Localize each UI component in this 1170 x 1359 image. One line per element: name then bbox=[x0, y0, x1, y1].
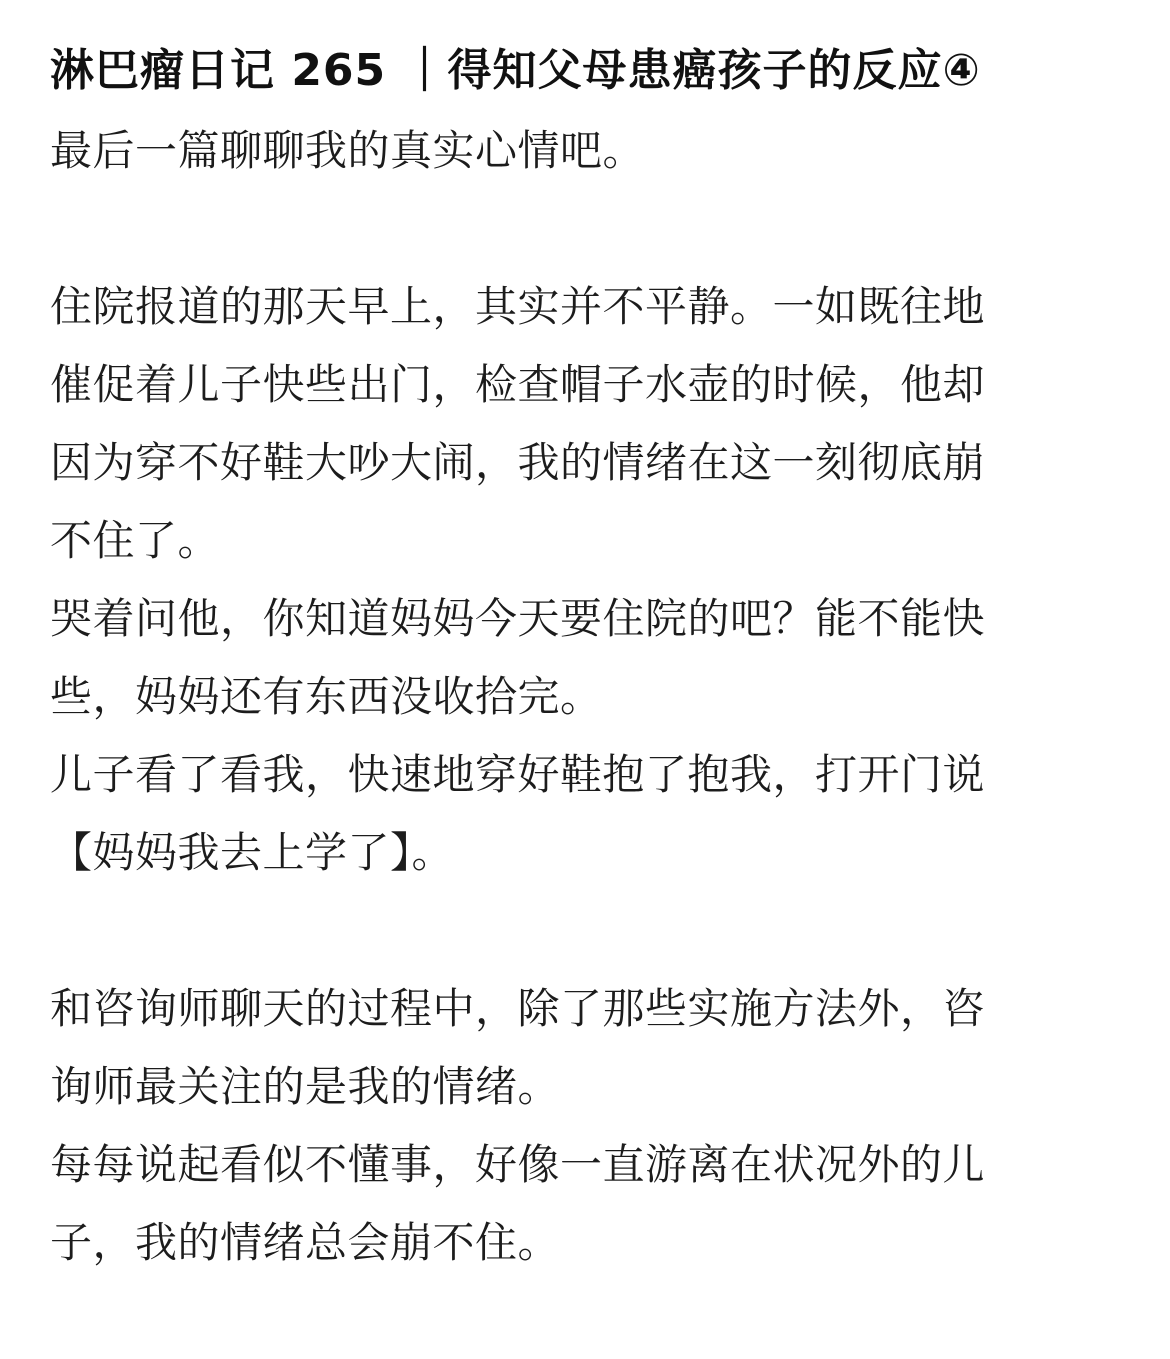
paragraph-line: 询师最关注的是我的情绪。 bbox=[50, 1062, 561, 1111]
paragraph-line: 些，妈妈还有东西没收拾完。 bbox=[50, 672, 603, 721]
paragraph-line: 住院报道的那天早上，其实并不平静。一如既往地 bbox=[50, 282, 986, 331]
paragraph-line: 和咨询师聊天的过程中，除了那些实施方法外，咨 bbox=[50, 984, 986, 1033]
paragraph-line: 儿子看了看我，快速地穿好鞋抱了抱我，打开门说 bbox=[50, 750, 986, 799]
paragraph-line: 因为穿不好鞋大吵大闹，我的情绪在这一刻彻底崩 bbox=[50, 438, 986, 487]
paragraph-line: 子，我的情绪总会崩不住。 bbox=[50, 1218, 561, 1267]
paragraph-line: 不住了。 bbox=[50, 516, 221, 565]
paragraph-line: 最后一篇聊聊我的真实心情吧。 bbox=[50, 126, 646, 175]
paragraph-line: 每每说起看似不懂事，好像一直游离在状况外的儿 bbox=[50, 1140, 986, 1189]
paragraph-spacer bbox=[50, 892, 1110, 970]
paragraph-spacer bbox=[50, 190, 1110, 268]
article bbox=[50, 0, 1110, 1282]
paragraph-line: 【妈妈我去上学了】。 bbox=[50, 828, 455, 877]
article-title: 淋巴瘤日记 265 ｜得知父母患癌孩子的反应④ bbox=[50, 45, 981, 96]
article-body bbox=[50, 112, 1110, 1282]
paragraph-line: 催促着儿子快些出门，检查帽子水壶的时候，他却 bbox=[50, 360, 986, 409]
paragraph-line: 哭着问他，你知道妈妈今天要住院的吧？能不能快 bbox=[50, 594, 986, 643]
